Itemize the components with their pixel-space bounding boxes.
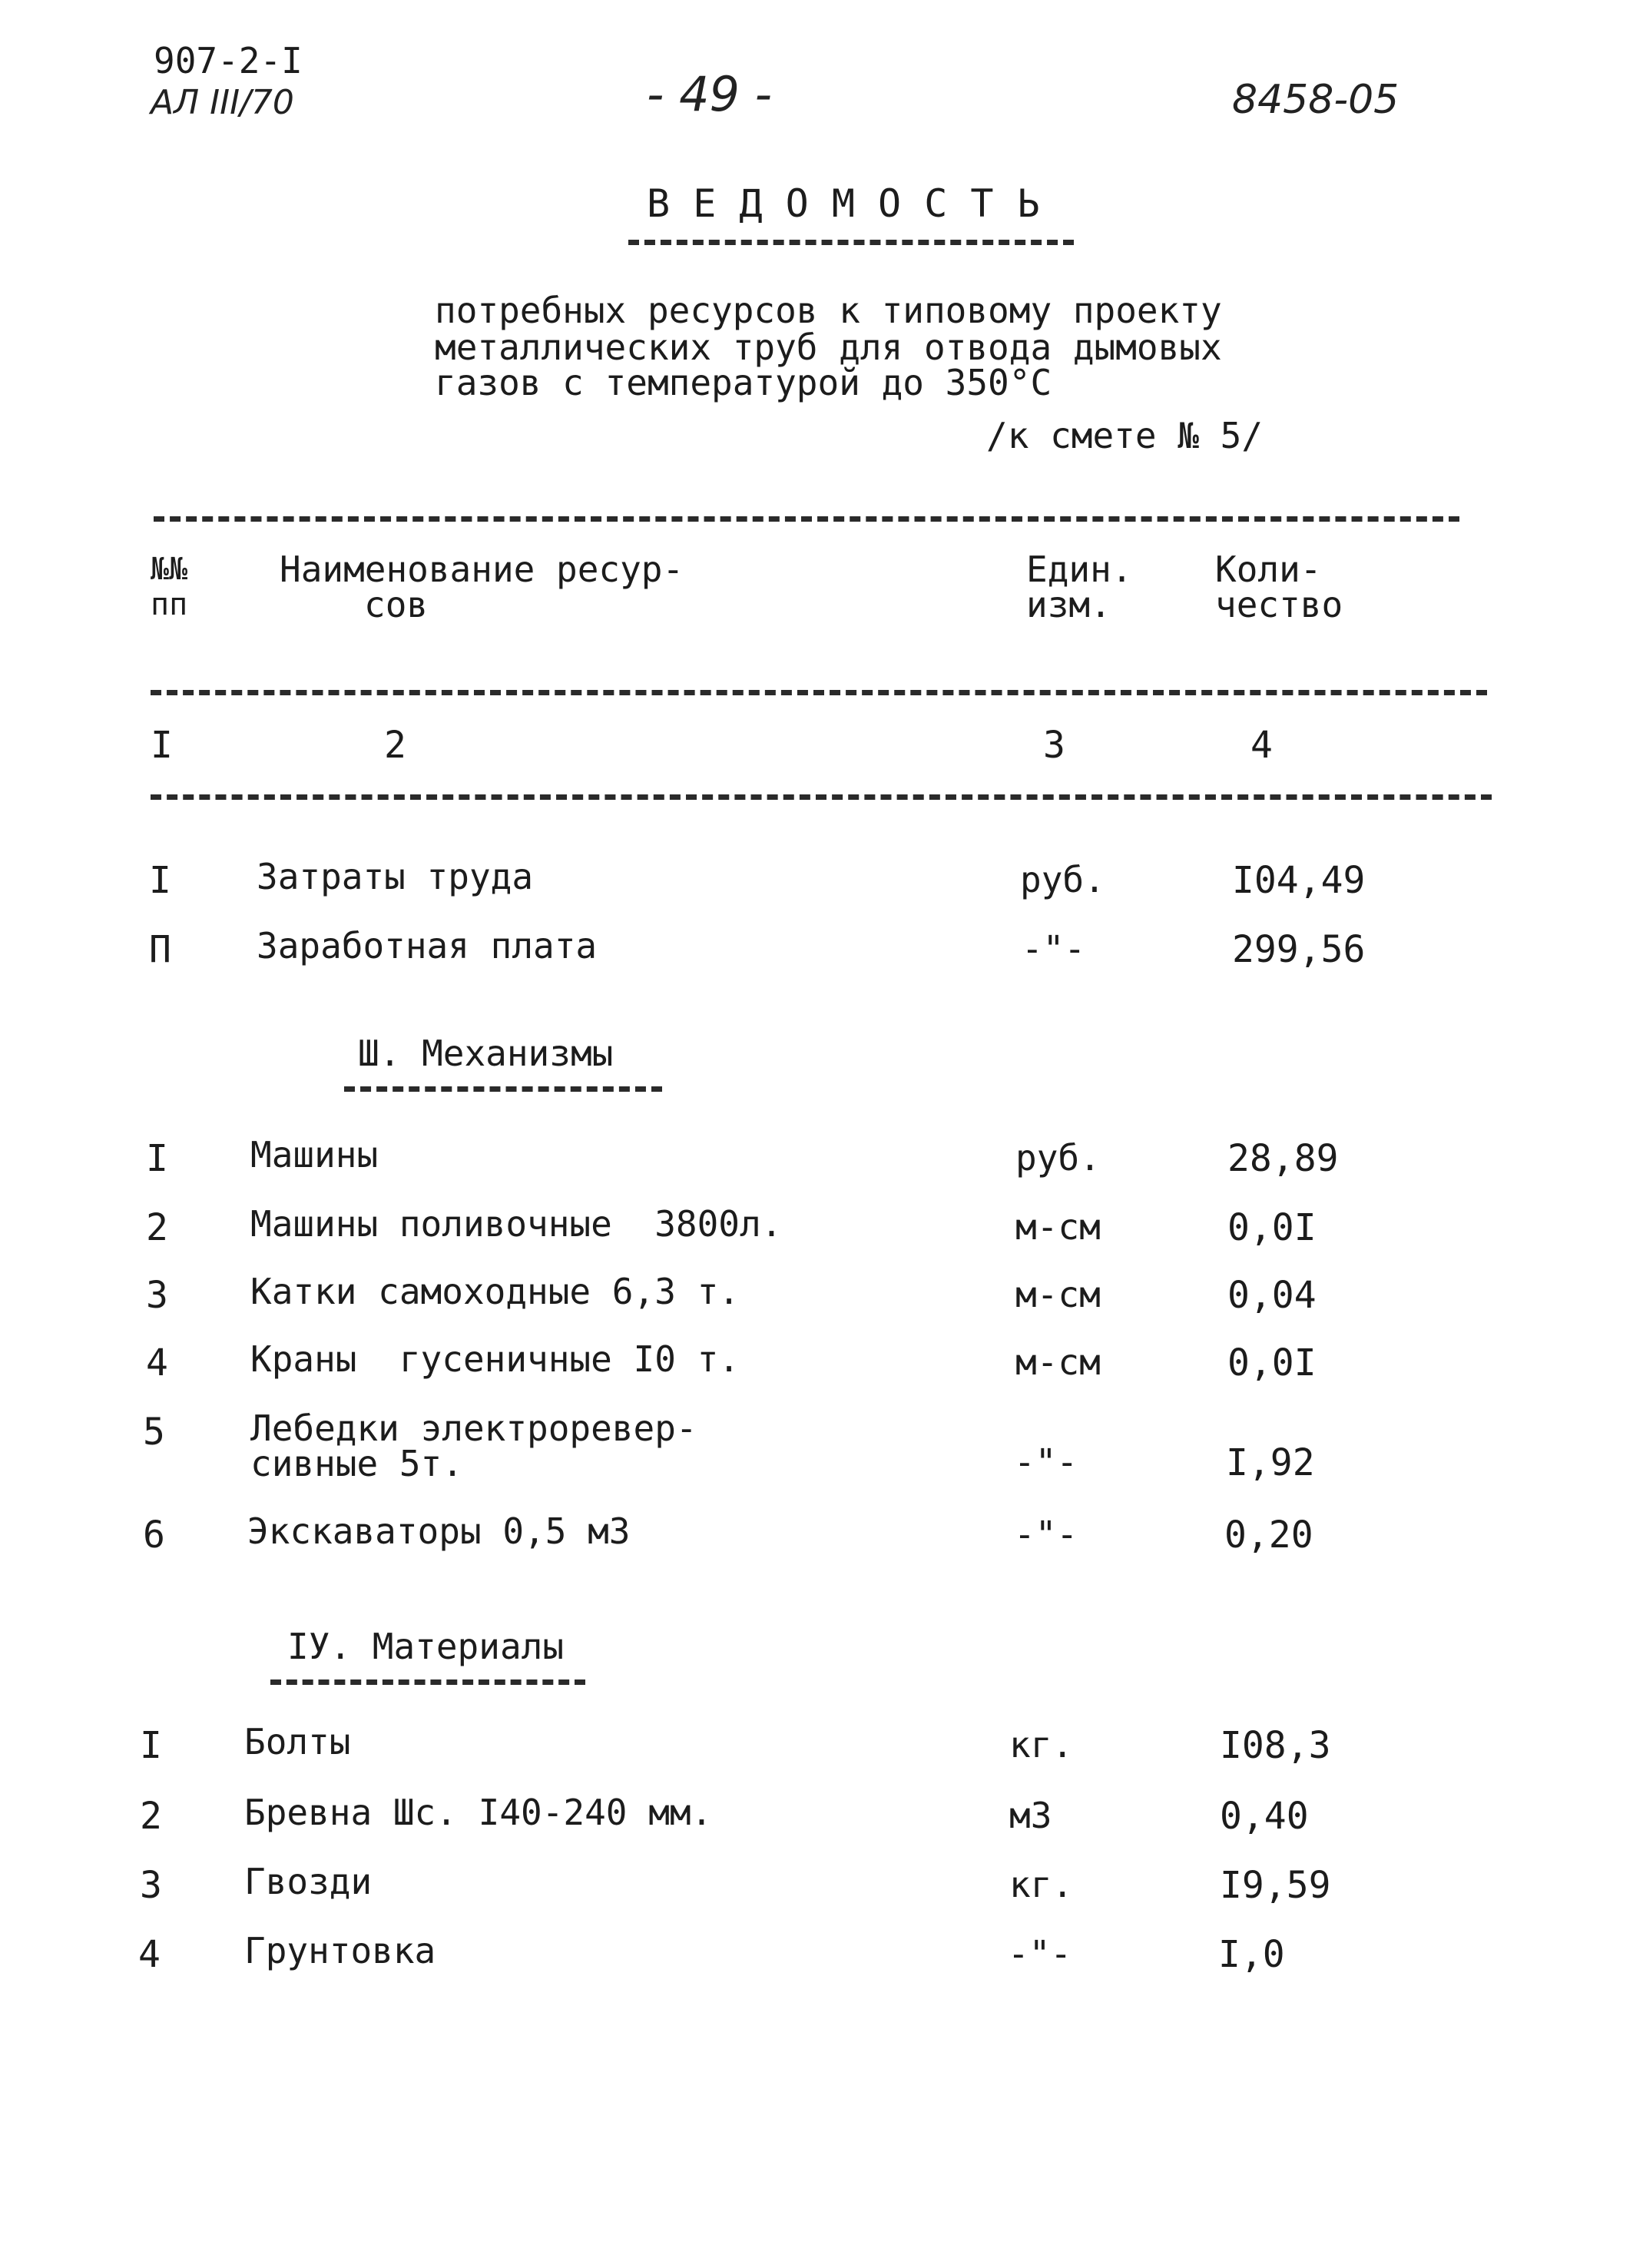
table-row — [0, 1338, 1633, 1411]
row-quantity: 0,0I — [1227, 1206, 1317, 1249]
document-title: В Е Д О М О С Т Ь — [647, 181, 1040, 226]
column-index-4: 4 — [1250, 724, 1273, 767]
row-quantity: 0,0I — [1227, 1341, 1317, 1384]
row-name: Лебедки электроревер- — [250, 1408, 697, 1449]
row-name: Заработная плата — [257, 925, 598, 967]
table-row — [0, 1510, 1633, 1583]
row-quantity: I9,59 — [1220, 1864, 1331, 1907]
header-name — [280, 549, 684, 625]
header-name-line-1: Наименование ресур- — [280, 549, 684, 590]
row-name: Машины — [250, 1134, 379, 1175]
row-unit: м-см — [1015, 1206, 1101, 1248]
table-row — [0, 1861, 1633, 1933]
header-num-line-1: №№ — [151, 552, 188, 587]
row-number: 4 — [138, 1933, 161, 1976]
section-underline-mechanisms — [344, 1086, 662, 1092]
table-row — [0, 1721, 1633, 1793]
archive-number: 8458-05 — [1232, 77, 1399, 123]
header-num — [151, 552, 187, 622]
row-name: Экскаваторы 0,5 м3 — [247, 1510, 631, 1552]
header-rule-top — [154, 516, 1459, 522]
table-row — [0, 1930, 1633, 2002]
row-unit: кг. — [1009, 1724, 1074, 1766]
row-number: 2 — [140, 1795, 162, 1838]
row-quantity: 0,20 — [1224, 1514, 1313, 1557]
row-name: Гвозди — [244, 1861, 373, 1902]
row-unit: руб. — [1020, 859, 1105, 900]
header-unit — [1026, 549, 1133, 625]
header-qty — [1215, 549, 1343, 625]
row-unit: -"- — [1014, 1514, 1078, 1555]
header-qty-line-2: чество — [1215, 584, 1343, 625]
section-title-mechanisms: Ш. Механизмы — [358, 1033, 614, 1074]
row-number: 5 — [143, 1411, 165, 1454]
row-unit: м3 — [1009, 1795, 1052, 1836]
section-underline-materials — [270, 1679, 585, 1685]
subtitle-line-1: потребных ресурсов к типовому проекту — [435, 290, 1222, 331]
row-number: П — [149, 928, 171, 971]
row-quantity: I,0 — [1218, 1933, 1285, 1976]
row-name: Краны гусеничные I0 т. — [250, 1338, 740, 1380]
estimate-reference: /к смете № 5/ — [986, 415, 1264, 456]
header-qty-line-1: Коли- — [1215, 549, 1322, 590]
table-row — [0, 1792, 1633, 1864]
row-name: Затраты труда — [257, 856, 534, 897]
row-unit: -"- — [1022, 928, 1086, 970]
header-unit-line-1: Един. — [1026, 549, 1133, 590]
row-name: Грунтовка — [244, 1930, 436, 1971]
row-number: I — [146, 1137, 168, 1180]
row-quantity: 28,89 — [1227, 1137, 1339, 1180]
row-name: Катки самоходные 6,3 т. — [250, 1271, 740, 1312]
section-title-materials: IУ. Материалы — [287, 1626, 565, 1667]
row-quantity: 0,40 — [1220, 1795, 1309, 1838]
row-quantity: 0,04 — [1227, 1274, 1317, 1317]
document-code: 907-2-I — [154, 40, 303, 81]
row-quantity: I04,49 — [1232, 859, 1366, 902]
column-index-2: 2 — [384, 724, 406, 767]
row-number: I — [140, 1724, 162, 1767]
row-number: I — [149, 859, 171, 902]
row-name: Машины поливочные 3800л. — [250, 1203, 783, 1245]
header-rule-bottom — [151, 794, 1492, 800]
row-unit: м-см — [1015, 1341, 1101, 1383]
row-name-continued: сивные 5т. — [250, 1443, 463, 1484]
column-index-1: I — [151, 724, 173, 767]
subtitle-line-3: газов с температурой до 350°С — [435, 362, 1052, 403]
handwritten-reference: АЛ III/70 — [151, 83, 294, 122]
table-row — [0, 856, 1633, 928]
title-underline — [628, 240, 1074, 245]
table-row — [0, 1408, 1633, 1510]
row-name: Бревна Шс. I40-240 мм. — [244, 1792, 713, 1833]
row-unit: -"- — [1008, 1933, 1072, 1975]
table-row — [0, 1203, 1633, 1275]
table-row — [0, 1134, 1633, 1206]
header-name-line-2: сов — [364, 584, 429, 625]
row-quantity: I08,3 — [1220, 1724, 1331, 1767]
page-number: - 49 - — [647, 66, 773, 122]
table-row — [0, 1271, 1633, 1343]
row-name: Болты — [244, 1721, 351, 1762]
row-number: 6 — [143, 1514, 165, 1557]
column-index-3: 3 — [1043, 724, 1065, 767]
row-quantity: I,92 — [1226, 1441, 1315, 1484]
header-unit-line-2: изм. — [1026, 584, 1111, 625]
row-number: 3 — [146, 1274, 168, 1317]
row-number: 3 — [140, 1864, 162, 1907]
header-num-line-2: пп — [151, 587, 188, 622]
row-unit: -"- — [1014, 1441, 1078, 1483]
table-row — [0, 925, 1633, 997]
row-number: 2 — [146, 1206, 168, 1249]
row-unit: кг. — [1009, 1864, 1074, 1905]
row-unit: м-см — [1015, 1274, 1101, 1315]
subtitle-line-2: металлических труб для отвода дымовых — [435, 327, 1222, 368]
header-rule-middle — [151, 690, 1487, 695]
row-unit: руб. — [1015, 1137, 1101, 1179]
row-quantity: 299,56 — [1232, 928, 1366, 971]
row-number: 4 — [146, 1341, 168, 1384]
